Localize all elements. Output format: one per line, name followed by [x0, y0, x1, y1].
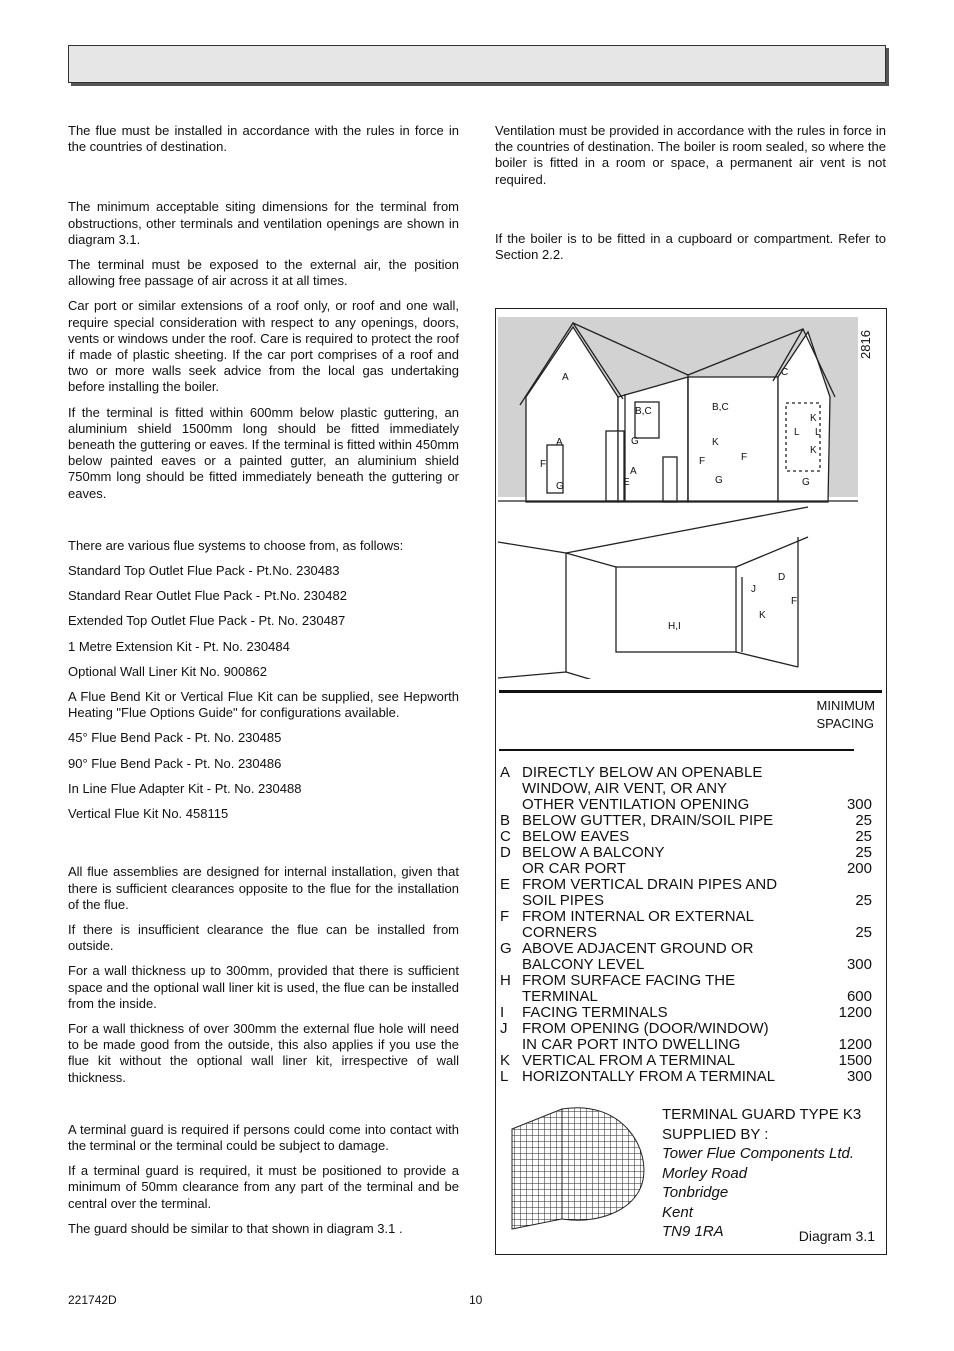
paragraph: All flue assemblies are designed for internal installation, given that there is sufficient clearances opposite to the flue for the installation of the flue.	[68, 864, 459, 912]
table-row	[500, 909, 878, 925]
address-line: Tower Flue Components Ltd.	[662, 1145, 855, 1162]
row-letter: K	[500, 1052, 511, 1069]
paragraph: If a terminal guard is required, it must be positioned to provide a minimum of 50mm clearance from any part of the terminal and be central over the terminal.	[68, 1163, 459, 1211]
row-description: HORIZONTALLY FROM A TERMINAL	[522, 1068, 776, 1085]
row-letter: H	[500, 972, 511, 989]
spacing-table	[500, 765, 878, 1085]
table-row	[500, 1005, 878, 1021]
row-letter: J	[500, 1020, 508, 1037]
svg-text:C: C	[781, 367, 789, 378]
row-description: CORNERS	[522, 924, 598, 941]
svg-text:F: F	[699, 456, 706, 467]
row-letter: F	[500, 908, 510, 925]
table-row	[500, 973, 878, 989]
left-column	[68, 123, 459, 1246]
row-value: 300	[846, 1068, 872, 1085]
svg-text:B,C: B,C	[635, 406, 652, 417]
row-letter: I	[500, 1004, 505, 1021]
divider	[499, 690, 882, 693]
list-item: 45° Flue Bend Pack - Pt. No. 230485	[68, 730, 282, 746]
row-description: BELOW A BALCONY	[522, 844, 665, 861]
diagram-3-1	[495, 308, 887, 1255]
table-row	[500, 893, 878, 909]
paragraph: If the boiler is to be fitted in a cupboard or compartment. Refer to Section 2.2.	[495, 230, 886, 263]
paragraph: If there is insufficient clearance the flue can be installed from outside.	[68, 921, 459, 954]
row-description: IN CAR PORT INTO DWELLING	[522, 1036, 741, 1053]
list-item: Vertical Flue Kit No. 458115	[68, 806, 229, 822]
svg-text:G: G	[631, 436, 639, 447]
table-row	[500, 877, 878, 893]
row-description: BELOW GUTTER, DRAIN/SOIL PIPE	[522, 812, 774, 829]
row-value: 25	[855, 812, 872, 829]
page-number: 10	[469, 1293, 483, 1307]
row-value: 300	[846, 956, 872, 973]
table-row	[500, 989, 878, 1005]
table-row	[500, 845, 878, 861]
paragraph: A terminal guard is required if persons could come into contact with the terminal or the terminal could be subject to damage.	[68, 1121, 459, 1153]
svg-text:K: K	[712, 437, 719, 448]
row-description: OTHER VENTILATION OPENING	[522, 796, 750, 813]
heading-line: MINIMUM	[816, 698, 875, 713]
table-row	[500, 813, 878, 829]
row-value: 25	[855, 892, 872, 909]
row-value: 300	[846, 796, 872, 813]
table-row	[500, 925, 878, 941]
row-description: FROM VERTICAL DRAIN PIPES AND	[522, 876, 778, 893]
address-line: Tonbridge	[662, 1184, 729, 1201]
paragraph: The minimum acceptable siting dimensions for the terminal from obstructions, other terminals and ventilation openings are shown in diagram 3.1.	[68, 199, 459, 247]
row-description: FROM OPENING (DOOR/WINDOW)	[522, 1020, 769, 1037]
drawing-number: 2816	[857, 330, 873, 359]
row-value: 1200	[838, 1004, 872, 1021]
row-letter	[500, 797, 522, 813]
list-item: Standard Top Outlet Flue Pack - Pt.No. 230483	[68, 563, 340, 579]
row-letter: G	[500, 940, 512, 957]
row-letter	[500, 1037, 522, 1053]
svg-text:F: F	[741, 452, 748, 463]
row-description: FACING TERMINALS	[522, 1004, 668, 1021]
table-row	[500, 1069, 878, 1085]
row-description: ABOVE ADJACENT GROUND OR	[522, 940, 754, 957]
row-letter: A	[500, 764, 511, 781]
list-item: 90° Flue Bend Pack - Pt. No. 230486	[68, 755, 282, 771]
table-row	[500, 941, 878, 957]
row-description: SOIL PIPES	[522, 892, 604, 909]
paragraph: Ventilation must be provided in accordance with the rules in force in the countries of destination. The boiler is room sealed, so where the boiler is fitted in a room or space, a permanent air vent is not required.	[495, 123, 886, 187]
row-letter	[500, 925, 522, 941]
svg-text:G: G	[715, 475, 723, 486]
row-letter	[500, 781, 522, 797]
guard-supplier-text	[662, 1105, 861, 1242]
table-row	[500, 861, 878, 877]
paragraph: Car port or similar extensions of a roof only, or roof and one wall, require special consideration with respect to any openings, doors, vents or windows under the roof. Care is required to protect the roof if made of plastic sheeting. If the car port comprises of a roof and two or more walls seek advice from the local gas undertaking before installing the boiler.	[68, 298, 459, 395]
list-item: 1 Metre Extension Kit - Pt. No. 230484	[68, 638, 290, 654]
address-line: Kent	[662, 1203, 693, 1221]
guard-subtitle: SUPPLIED BY :	[662, 1125, 769, 1143]
row-description: TERMINAL	[522, 988, 598, 1005]
svg-text:L: L	[794, 427, 800, 438]
row-value: 25	[855, 844, 872, 861]
diagram-label: Diagram 3.1	[798, 1228, 875, 1244]
row-value: 25	[855, 924, 872, 941]
row-description: VERTICAL FROM A TERMINAL	[522, 1052, 736, 1069]
table-row	[500, 1053, 878, 1069]
table-row	[500, 1037, 878, 1053]
row-letter	[500, 957, 522, 973]
list-item: Extended Top Outlet Flue Pack - Pt. No. 230487	[68, 613, 346, 629]
svg-text:D: D	[778, 572, 786, 583]
right-column	[495, 123, 886, 272]
divider	[499, 749, 854, 751]
table-row	[500, 957, 878, 973]
row-description: FROM INTERNAL OR EXTERNAL	[522, 908, 754, 925]
address-line: Morley Road	[662, 1164, 748, 1182]
paragraph: For a wall thickness of over 300mm the external flue hole will need to be made good from the outside, this also applies if you use the flue kit without the optional wall liner kit, irrespective of wall thickness.	[68, 1020, 459, 1085]
list-item: In Line Flue Adapter Kit - Pt. No. 230488	[68, 780, 302, 796]
row-description: FROM SURFACE FACING THE	[522, 972, 736, 989]
svg-text:A: A	[556, 437, 563, 448]
svg-text:K: K	[759, 610, 766, 621]
paragraph: If the terminal is fitted within 600mm below plastic guttering, an aluminium shield 1500mm long should be fitted immediately beneath the guttering or eaves. If the terminal is fitted within 450mm below painted eaves or a painted gutter, an aluminium shield 750mm long should be fitted immediately beneath the guttering or eaves.	[68, 404, 459, 501]
row-letter	[500, 893, 522, 909]
row-letter: D	[500, 844, 511, 861]
svg-text:L: L	[815, 427, 821, 438]
siting-illustration	[498, 317, 858, 679]
list-item: Optional Wall Liner Kit No. 900862	[68, 663, 267, 679]
row-description: BALCONY LEVEL	[522, 956, 645, 973]
row-letter	[500, 989, 522, 1005]
svg-text:A: A	[562, 372, 569, 383]
svg-text:E: E	[623, 477, 630, 488]
row-value: 600	[846, 988, 872, 1005]
svg-text:H,I: H,I	[668, 621, 681, 632]
table-row	[500, 781, 878, 797]
table-row	[500, 797, 878, 813]
paragraph: The flue must be installed in accordance with the rules in force in the countries of destination.	[68, 123, 459, 155]
svg-text:K: K	[810, 445, 817, 456]
row-value: 1500	[838, 1052, 872, 1069]
svg-text:J: J	[751, 584, 756, 595]
row-letter: L	[500, 1068, 509, 1085]
svg-text:A: A	[630, 466, 637, 477]
row-description: OR CAR PORT	[522, 860, 626, 877]
paragraph: There are various flue systems to choose from, as follows:	[68, 537, 404, 553]
table-row	[500, 765, 878, 781]
svg-text:K: K	[810, 413, 817, 424]
svg-text:G: G	[556, 481, 564, 492]
terminal-guard-illustration	[502, 1099, 652, 1234]
minimum-spacing-heading	[817, 697, 876, 733]
table-row	[500, 829, 878, 845]
list-item: A Flue Bend Kit or Vertical Flue Kit can be supplied, see Hepworth Heating "Flue Options Guide" for configurations available.	[68, 689, 459, 721]
paragraph: For a wall thickness up to 300mm, provided that there is sufficient space and the optional wall liner kit is used, the flue can be installed from the inside.	[68, 963, 459, 1011]
document-code: 221742D	[68, 1293, 117, 1307]
row-value: 1200	[838, 1036, 872, 1053]
row-description: DIRECTLY BELOW AN OPENABLE	[522, 764, 763, 781]
guard-title: TERMINAL GUARD TYPE K3	[662, 1106, 862, 1123]
list-item: Standard Rear Outlet Flue Pack - Pt.No. 230482	[68, 588, 347, 604]
svg-text:B,C: B,C	[712, 402, 729, 413]
address-line: TN9 1RA	[662, 1223, 724, 1240]
row-description: WINDOW, AIR VENT, OR ANY	[522, 780, 728, 797]
heading-line: SPACING	[816, 716, 875, 731]
table-row	[500, 1021, 878, 1037]
row-value: 25	[855, 828, 872, 845]
svg-text:G: G	[802, 477, 810, 488]
row-letter: B	[500, 812, 511, 829]
row-description: BELOW EAVES	[522, 828, 630, 845]
paragraph: The guard should be similar to that shown in diagram 3.1 .	[68, 1220, 403, 1236]
row-letter	[500, 861, 522, 877]
row-value: 200	[846, 860, 872, 877]
svg-text:F: F	[791, 596, 798, 607]
svg-text:F: F	[540, 459, 547, 470]
row-letter: E	[500, 876, 511, 893]
row-letter: C	[500, 828, 511, 845]
section-header-bar	[68, 45, 886, 83]
paragraph: The terminal must be exposed to the external air, the position allowing free passage of air across it at all times.	[68, 257, 459, 289]
